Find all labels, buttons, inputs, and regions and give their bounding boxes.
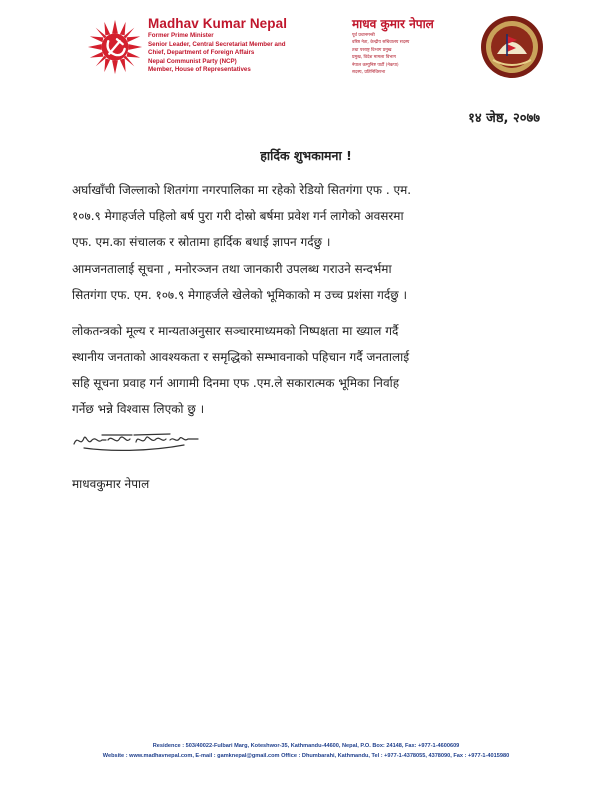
english-header <box>148 16 358 75</box>
footer-residence-line: Residence : 503/40022-Fulbari Marg, Koteshwor-35, Kathmandu-44600, Nepal, P.O. Box: 24148, Fax: +977-1-4600609 <box>152 743 460 749</box>
footer-contact-line: Website : www.madhavnepal.com, E-mail : gamknepal@gmail.com Office : Dhumbarahi, Kathmandu, Tel : +977-1-4378055, 4378090, Fax : +977-1-4015980 <box>102 753 510 759</box>
parliament-emblem-icon <box>479 14 545 80</box>
nepali-title-line: तथा परराष्ट्र विभाग प्रमुख <box>352 47 392 53</box>
english-title-line: Former Prime Minister <box>148 32 214 39</box>
english-title-line: Member, House of Representatives <box>148 66 251 74</box>
letter-paragraph <box>72 177 542 255</box>
paragraph-line: सितगंगा एफ. एम. १०७.९ मेगाहर्जले खेलेको भूमिकाको म उच्च प्रशंसा गर्दछु । <box>72 288 408 302</box>
english-title-line: Senior Leader, Central Secretariat Member and <box>148 40 286 48</box>
letter-paragraph <box>72 318 542 422</box>
nepali-title-line: नेपाल कम्युनिष्ट पार्टी (नेकपा) <box>352 62 399 68</box>
nepali-title-line: प्रमुख, विदेश मामला विभाग <box>352 55 396 61</box>
nepali-name: माधव कुमार नेपाल <box>352 17 434 31</box>
paragraph-line: लोकतन्त्रको मूल्य र मान्यताअनुसार सञ्चारमाध्यमको निष्पक्षता मा ख्याल गर्दै <box>72 324 399 338</box>
letter-date: १४ जेष्ठ, २०७७ <box>468 111 540 126</box>
nepali-title-line: वरिष्ठ नेता, केन्द्रीय सचिवालय सदस्य <box>352 40 410 46</box>
english-name: Madhav Kumar Nepal <box>148 16 288 31</box>
nepali-title-line: सदस्य, प्रतिनिधिसभा <box>352 70 386 76</box>
paragraph-line: सहि सूचना प्रवाह गर्न आगामी दिनमा एफ .एम.ले सकारात्मक भूमिका निर्वाह <box>72 376 400 390</box>
letter-paragraph <box>72 256 542 308</box>
letter-footer <box>0 741 612 761</box>
nepali-title-line: पूर्व प्रधानमन्त्री <box>352 33 375 38</box>
party-sun-logo-icon <box>86 18 144 76</box>
handwritten-signature <box>72 430 200 454</box>
paragraph-line: गर्नेछ भन्ने विश्वास लिएको छु । <box>72 402 205 416</box>
signer-name: माधवकुमार नेपाल <box>72 477 150 491</box>
english-title-line: Chief, Department of Foreign Affairs <box>148 49 255 57</box>
nepali-header <box>352 16 477 76</box>
paragraph-line: एफ. एम.का संचालक र स्रोतामा हार्दिक बधाई ज्ञापन गर्दछु । <box>72 235 331 249</box>
english-title-line: Nepal Communist Party (NCP) <box>148 57 237 65</box>
letter-heading: हार्दिक शुभकामना ! <box>260 148 352 163</box>
paragraph-line: अर्घाखाँची जिल्लाको शितगंगा नगरपालिका मा रहेको रेडियो सितगंगा एफ . एम. <box>72 183 412 197</box>
paragraph-line: आमजनतालाई सूचना , मनोरञ्जन तथा जानकारी उपलब्ध गराउने सन्दर्भमा <box>72 262 392 276</box>
paragraph-line: स्थानीय जनताको आवश्यकता र समृद्धिको सम्भावनाको पहिचान गर्दै जनतालाई <box>72 350 410 364</box>
paragraph-line: १०७.९ मेगाहर्जले पहिलो बर्ष पुरा गरी दोस्रो बर्षमा प्रवेश गर्न लागेको अवसरमा <box>72 209 404 223</box>
